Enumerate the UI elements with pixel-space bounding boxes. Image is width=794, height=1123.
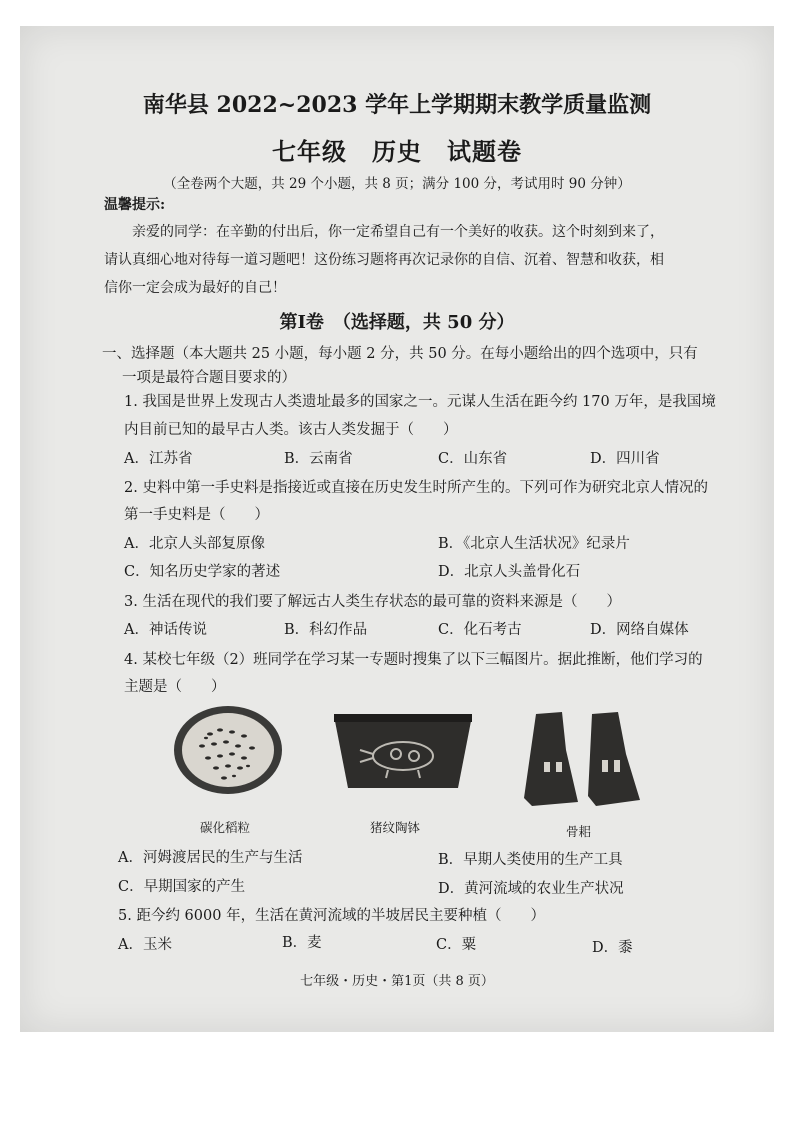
carbonized-rice-image	[172, 704, 284, 796]
tips-line: 亲爱的同学：在辛勤的付出后，你一定希望自己有一个美好的收获。这个时刻到来了，	[132, 224, 664, 240]
exam-title: 南华县 2022~2023 学年上学期期末教学质量监测	[142, 92, 652, 118]
part-instructions: 一、选择题（本大题共 25 小题，每小题 2 分，共 50 分。在每小题给出的四个选项中，只有	[102, 346, 698, 362]
question-5-option-a[interactable]: A．玉米	[118, 937, 172, 953]
question-2-option-c[interactable]: C．知名历史学家的著述	[124, 564, 281, 580]
exam-info: （全卷两个大题，共 29 个小题，共 8 页；满分 100 分，考试用时 90 分钟）	[163, 176, 631, 192]
image-caption: 碳化稻粒	[200, 820, 251, 835]
question-2-option-b[interactable]: B．《北京人生活状况》纪录片	[438, 536, 630, 552]
question-2-text: 第一手史料是（ ）	[124, 507, 269, 523]
tips-line: 信你一定会成为最好的自己！	[104, 280, 286, 296]
section-title: 第Ⅰ卷 （选择题，共 50 分）	[279, 312, 515, 333]
question-5-option-c[interactable]: C．粟	[436, 937, 477, 953]
question-5-option-d[interactable]: D．黍	[592, 940, 633, 956]
page-footer: 七年级・历史・第1页（共 8 页）	[300, 974, 494, 989]
question-3-option-c[interactable]: C．化石考古	[438, 622, 522, 638]
question-3-option-d[interactable]: D．网络自媒体	[590, 622, 689, 638]
tips-text	[104, 218, 718, 302]
image-caption: 骨耜	[566, 824, 592, 839]
question-2-option-d[interactable]: D．北京人头盖骨化石	[438, 564, 581, 580]
question-1-text: 内目前已知的最早古人类。该古人类发掘于（ ）	[124, 422, 458, 438]
question-3-option-b[interactable]: B．科幻作品	[284, 622, 368, 638]
question-2-option-a[interactable]: A．北京人头部复原像	[124, 536, 265, 552]
question-4-text: 主题是（ ）	[124, 679, 226, 695]
question-4-option-a[interactable]: A．河姆渡居民的生产与生活	[118, 850, 303, 866]
question-1-text: 1. 我国是世界上发现古人类遗址最多的国家之一。元谋人生活在距今约 170 万年，是我国境	[124, 394, 716, 410]
part-instructions: 一项是最符合题目要求的）	[122, 370, 296, 386]
tips-heading: 温馨提示:	[104, 197, 166, 213]
exam-subtitle: 七年级 历史 试题卷	[272, 137, 522, 166]
question-1-option-c[interactable]: C．山东省	[438, 451, 508, 467]
image-caption: 猪纹陶钵	[370, 820, 421, 835]
question-5-text: 5. 距今约 6000 年，生活在黄河流域的半坡居民主要种植（ ）	[118, 908, 546, 924]
question-3-text: 3. 生活在现代的我们要了解远古人类生存状态的最可靠的资料来源是（ ）	[124, 594, 621, 610]
question-5-option-b[interactable]: B．麦	[282, 935, 322, 951]
question-1-option-b[interactable]: B．云南省	[284, 451, 353, 467]
question-2-text: 2. 史料中第一手史料是指接近或直接在历史发生时所产生的。下列可作为研究北京人情况的	[124, 480, 708, 496]
question-3-option-a[interactable]: A．神话传说	[124, 622, 207, 638]
exam-page	[20, 26, 774, 1032]
question-1-option-d[interactable]: D．四川省	[590, 451, 660, 467]
pig-pattern-pottery-image	[330, 710, 476, 794]
question-4-option-c[interactable]: C．早期国家的产生	[118, 879, 246, 895]
question-4-text: 4. 某校七年级（2）班同学在学习某一专题时搜集了以下三幅图片。据此推断，他们学习的	[124, 652, 703, 668]
tips-line: 请认真细心地对待每一道习题吧！这份练习题将再次记录你的自信、沉着、智慧和收获，相	[104, 252, 664, 268]
question-4-option-d[interactable]: D．黄河流域的农业生产状况	[438, 881, 624, 897]
bone-spade-image	[522, 710, 642, 810]
question-4-option-b[interactable]: B．早期人类使用的生产工具	[438, 852, 623, 868]
question-1-option-a[interactable]: A．江苏省	[124, 451, 193, 467]
